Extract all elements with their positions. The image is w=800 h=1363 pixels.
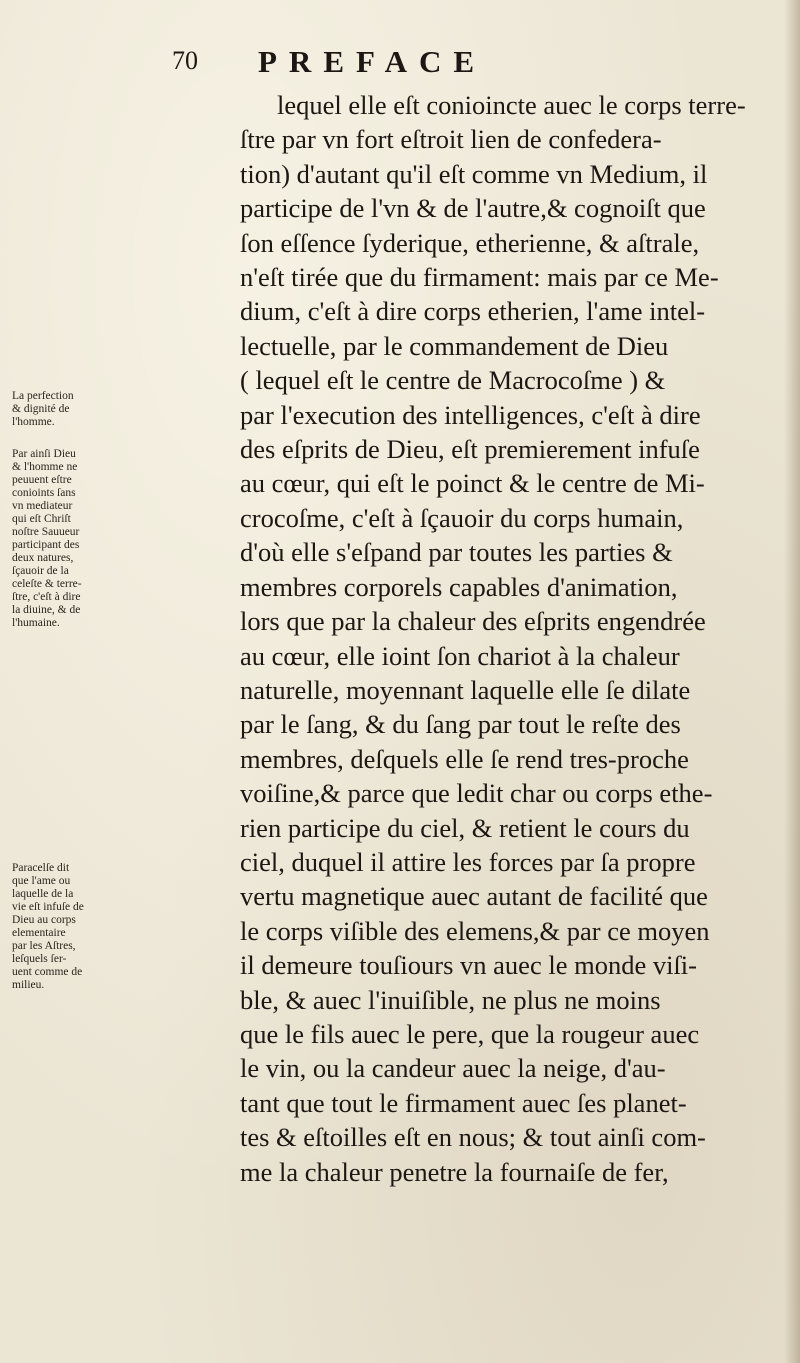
margin-note-line: vie eſt infuſe de (12, 901, 84, 913)
text-line: d'où elle s'eſpand par toutes les parties & (240, 537, 673, 568)
text-line: il demeure touſiours vn auec le monde viſi- (240, 950, 697, 981)
text-line: ble, & auec l'inuiſible, ne plus ne moins (240, 984, 661, 1015)
margin-note-line: Par ainſi Dieu (12, 448, 76, 460)
margin-note-perfection (12, 390, 100, 429)
margin-note-line: Paracelſe dit (12, 862, 70, 874)
margin-note-line: vn mediateur (12, 500, 73, 512)
text-line: par le ſang, & du ſang par tout le reſte des (240, 709, 681, 740)
text-line: ( lequel eſt le centre de Macrocoſme ) & (240, 365, 666, 396)
margin-note-line: deux natures, (12, 552, 74, 564)
margin-note-line: conioints ſans (12, 487, 76, 499)
text-line: au cœur, qui eſt le poinct & le centre de Mi- (240, 468, 705, 499)
margin-note-line: la diuine, & de (12, 604, 81, 616)
margin-note-line: milieu. (12, 979, 45, 991)
margin-note-paracelsus (12, 862, 100, 992)
margin-note-line: & l'homme ne (12, 461, 78, 473)
text-line: des eſprits de Dieu, eſt premierement infuſe (240, 434, 700, 465)
text-line: lectuelle, par le commandement de Dieu (240, 330, 669, 361)
margin-note-mediator (12, 448, 100, 630)
margin-note-line: qui eſt Chriſt (12, 513, 71, 525)
text-line: au cœur, elle ioint ſon chariot à la chaleur (240, 640, 680, 671)
text-line: ciel, duquel il attire les forces par ſa propre (240, 846, 696, 877)
main-text-block (240, 88, 795, 1189)
margin-note-line: elementaire (12, 927, 66, 939)
margin-note-line: noſtre Sauueur (12, 526, 80, 538)
margin-note-line: laquelle de la (12, 888, 74, 900)
text-line: membres corporels capables d'animation, (240, 571, 678, 602)
text-line: voiſine,& parce que ledit char ou corps ethe- (240, 778, 713, 809)
text-line: dium, c'eſt à dire corps etherien, l'ame intel- (240, 296, 706, 327)
margin-note-line: leſquels ſer- (12, 953, 67, 965)
margin-note-line: & dignité de (12, 403, 70, 415)
page-number: 70 (172, 46, 198, 75)
margin-note-line: uent comme de (12, 966, 83, 978)
margin-note-line: par les Aſtres, (12, 940, 76, 952)
text-line: par l'execution des intelligences, c'eſt à dire (240, 399, 701, 430)
margin-note-line: Dieu au corps (12, 914, 76, 926)
margin-note-line: ſçauoir de la (12, 565, 69, 577)
text-line: me la chaleur penetre la fournaiſe de fer, (240, 1156, 669, 1187)
margin-note-line: celeſte & terre- (12, 578, 82, 590)
text-line: n'eſt tirée que du firmament: mais par ce Me- (240, 262, 719, 293)
text-line: crocoſme, c'eſt à ſçauoir du corps humain, (240, 502, 684, 533)
text-line: tant que tout le firmament auec ſes planet- (240, 1087, 687, 1118)
margin-note-line: que l'ame ou (12, 875, 71, 887)
text-line: lequel elle eſt conioincte auec le corps terre- (277, 90, 746, 120)
text-line: que le fils auec le pere, que la rougeur auec (240, 1018, 700, 1049)
margin-note-line: participant des (12, 539, 80, 551)
text-line: participe de l'vn & de l'autre,& cognoiſt que (240, 193, 706, 224)
text-line: tes & eſtoilles eſt en nous; & tout ainſi com- (240, 1122, 706, 1153)
text-line: rien participe du ciel, & retient le cours du (240, 812, 690, 843)
text-line: lors que par la chaleur des eſprits engendrée (240, 606, 706, 637)
text-line: naturelle, moyennant laquelle elle ſe dilate (240, 674, 691, 705)
margin-note-line: l'humaine. (12, 617, 60, 629)
margin-note-line: La perfection (12, 390, 74, 402)
margin-note-line: ſtre, c'eſt à dire (12, 591, 81, 603)
running-title: PREFACE (258, 44, 487, 79)
text-line: le vin, ou la candeur auec la neige, d'au- (240, 1053, 666, 1084)
margin-note-line: peuuent eſtre (12, 474, 72, 486)
text-line: le corps viſible des elemens,& par ce moyen (240, 915, 710, 946)
text-line: ſon eſſence ſyderique, etherienne, & aſtrale, (240, 227, 700, 258)
text-line: ſtre par vn fort eſtroit lien de confedera- (240, 124, 662, 155)
text-line: tion) d'autant qu'il eſt comme vn Medium, il (240, 158, 708, 189)
text-line: membres, deſquels elle ſe rend tres-proche (240, 743, 689, 774)
margin-note-line: l'homme. (12, 416, 55, 428)
text-line: vertu magnetique auec autant de facilité que (240, 881, 708, 912)
